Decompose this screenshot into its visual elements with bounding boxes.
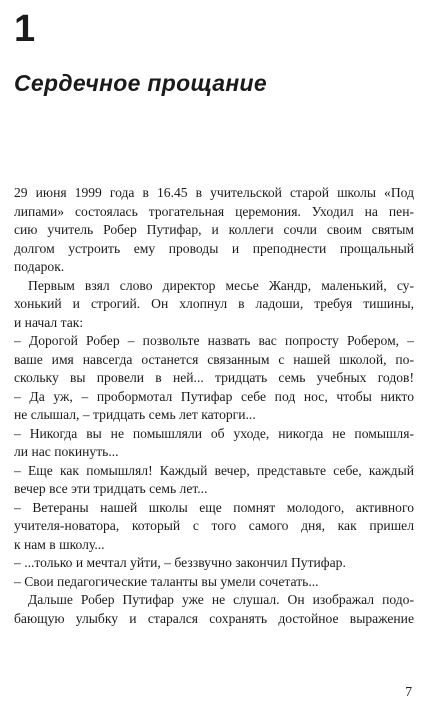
text-line: Дальше Робер Путифар уже не слушал. Он изображал подо-: [28, 592, 414, 607]
text-line: подарок.: [14, 259, 65, 274]
text-line: – Дорогой Робер – позвольте назвать вас попросту Робером, –: [14, 333, 414, 348]
text-line: бающую улыбку и старался сохранять достойное выражение: [14, 610, 414, 626]
text-line: долгом устроить ему проводы и преподнести прощальный: [14, 240, 414, 256]
text-line: Первым взял слово директор месье Жандр, маленький, су-: [28, 277, 414, 293]
text-line: не слышал, – тридцать семь лет каторги...: [14, 407, 256, 422]
text-line: липами» состоялась трогательная церемония. Уходил на пен-: [14, 203, 414, 219]
text-line: 29 июня 1999 года в 16.45 в учительской старой школы «Под: [14, 185, 414, 200]
page-number: 7: [405, 684, 412, 699]
text-line: к нам в школу...: [14, 536, 105, 552]
text-line: – Свои педагогические таланты вы умели сочетать...: [14, 573, 319, 589]
text-line: – Никогда вы не помышляли об уходе, никогда не помышля-: [14, 425, 414, 441]
text-line: ли нас покинуть...: [14, 444, 119, 459]
text-line: – Да уж, – пробормотал Путифар себе под нос, чтобы никто: [14, 388, 414, 404]
text-line: и начал так:: [14, 314, 84, 330]
text-line: вечер все эти тридцать семь лет...: [14, 481, 208, 496]
text-line: хонький и строгий. Он хлопнул в ладоши, требуя тишины,: [14, 296, 414, 311]
text-line: учителя-новатора, который с того самого дня, как пришел: [14, 518, 414, 533]
chapter-title: Сердечное прощание: [14, 70, 267, 96]
text-line: – Ветераны нашей школы еще помнят молодого, активного: [14, 499, 414, 515]
body-text: [14, 184, 414, 628]
text-line: сию учитель Робер Путифар, и коллеги сочли своим святым: [14, 222, 414, 237]
text-line: скольку вы провели в ней... тридцать семь учебных годов!: [14, 370, 414, 385]
text-line: – Еще как помышлял! Каждый вечер, представьте себе, каждый: [14, 462, 414, 478]
text-line: – ...только и мечтал уйти, – беззвучно закончил Путифар.: [14, 555, 346, 570]
text-line: ваше имя навсегда останется связанным с нашей школой, по-: [14, 351, 414, 367]
chapter-number: 1: [14, 8, 36, 50]
